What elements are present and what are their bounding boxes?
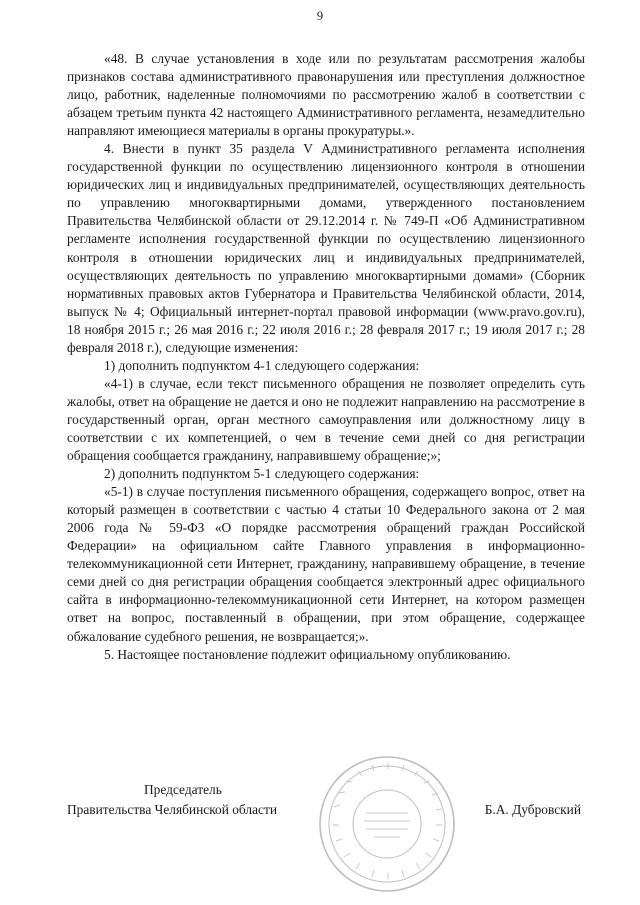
signature-block <box>67 781 585 841</box>
signatory-title-line2: Правительства Челябинской области <box>67 802 277 817</box>
signatory-title-line1: Председатель <box>144 782 222 797</box>
signatory-name: Б.А. Дубровский <box>484 802 581 817</box>
paragraph-sub-2: 2) дополнить подпунктом 5-1 следующего содержания: <box>104 466 420 482</box>
paragraph-48: «48. В случае установления в ходе или по результатам рассмотрения жалобы признаков состава административного правонарушения или преступления должностное лицо, работник, наделенные полномочиями по рассмотрению жалоб в соответствии с абзацем третьим пункта 42 настоящего Административного регламента, незамедлительно направляют имеющиеся материалы в органы прокуратуры.». <box>67 51 585 139</box>
paragraph-5-1: «5-1) в случае поступления письменного обращения, содержащего вопрос, ответ на который размещен в соответствии с частью 4 статьи 10 Федерального закона от 2 мая 2006 года № 59-ФЗ «О порядке рассмотрения обращений граждан Российской Федерации» на официальном сайте Главного управления в информационно-телекоммуникационной сети Интернет, гражданину, направившему обращение, в течение семи дней со дня регистрации обращения сообщается электронный адрес официального сайта в информационно-телекоммуникационной сети Интернет, на котором размещен ответ на вопрос, поставленный в обращении, при этом обращение, содержащее обжалование судебного решения, не возвращается;». <box>67 484 585 644</box>
paragraph-4-1: «4-1) в случае, если текст письменного обращения не позволяет определить суть жалобы, ответ на обращение не дается и оно не подлежит направлению на рассмотрение в государственный орган, орган местного самоуправления или должностному лицу в соответствии с их компетенцией, о чем в течение семи дней со дня регистрации обращения сообщается гражданину, направившему обращение;»; <box>67 375 585 464</box>
paragraph-4: 4. Внести в пункт 35 раздела V Административного регламента исполнения государственной функции по осуществлению лицензионного контроля в отношении юридических лиц и индивидуальных предпринимателей, осуществляющих деятельность по управлению многоквартирными домами, утвержденного постановлением Правительства Челябинской области от 29.12.2014 г. № 749-П «Об Административном регламенте исполнения государственной функции по осуществлению лицензионного контроля в отношении юридических лиц и индивидуальных предпринимателей, осуществляющих деятельность по управлению многоквартирными домами» (Сборник нормативных правовых актов Губернатора и Правительства Челябинской области, 2014, выпуск № 4; Официальный интернет-портал правовой информации (www.pravo.gov.ru), 18 ноября 2015 г.; 26 мая 2016 г.; 22 июля 2016 г.; 28 февраля 2017 г.; 19 июля 2017 г.; 28 февраля 2018 г.), следующие изменения: <box>67 141 585 355</box>
page-number: 9 <box>316 9 324 23</box>
document-body <box>67 50 585 664</box>
paragraph-sub-1: 1) дополнить подпунктом 4-1 следующего содержания: <box>104 357 420 373</box>
paragraph-5: 5. Настоящее постановление подлежит официальному опубликованию. <box>104 646 511 662</box>
